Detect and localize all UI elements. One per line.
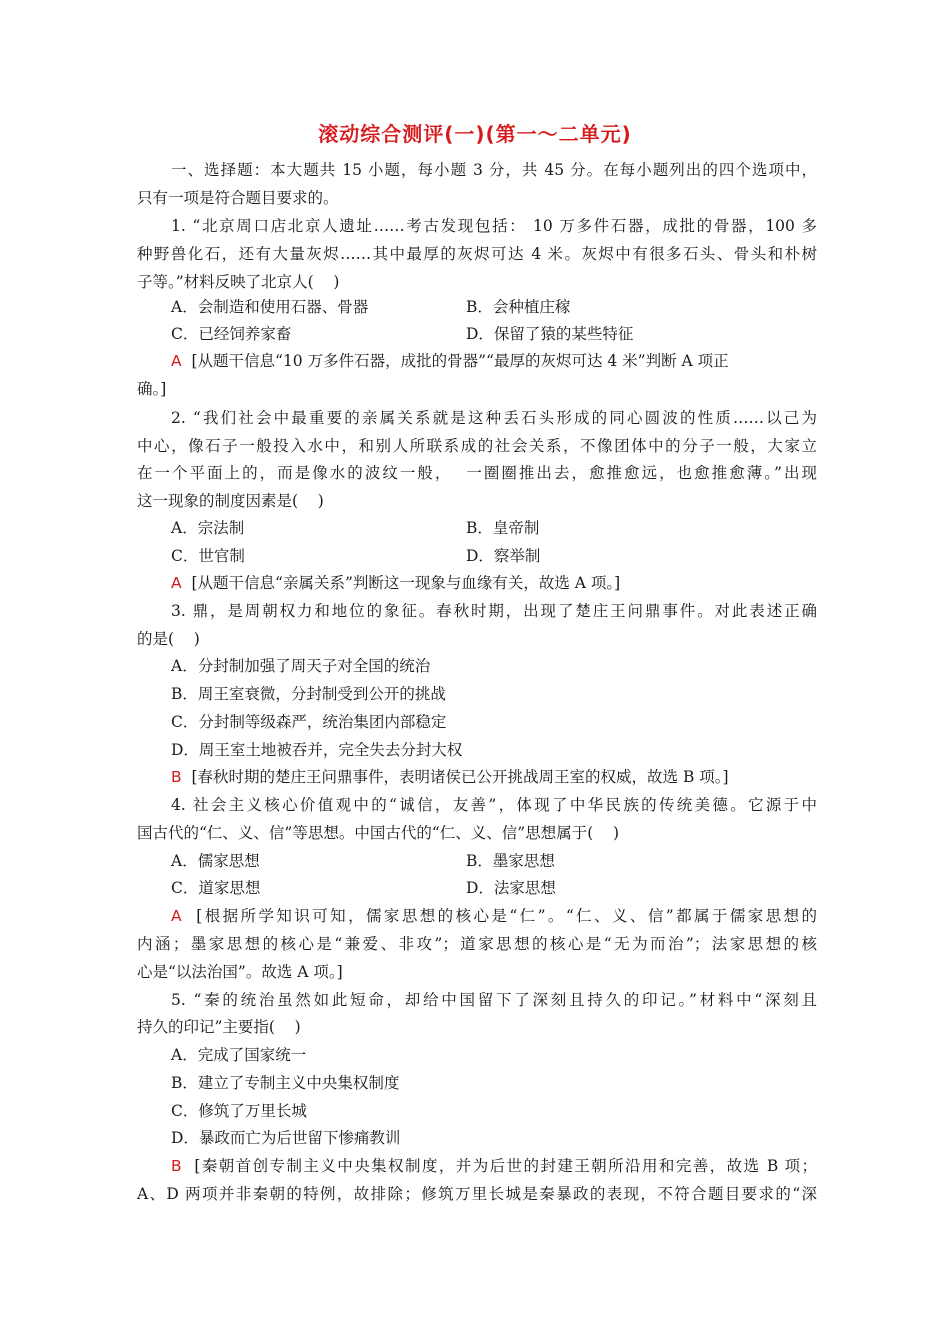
question-1-stem: 子等。”材料反映了北京人( ) bbox=[137, 273, 340, 291]
q1-option-a: A．会制造和使用石器、骨器 bbox=[171, 298, 369, 316]
q4-answer: A bbox=[171, 907, 182, 925]
q5-explanation: B [秦朝首创专制主义中央集权制度，并为后世的封建王朝所沿用和完善，故选 B 项； bbox=[171, 1157, 818, 1175]
question-2-stem: 在一个平面上的，而是像水的波纹一般， 一圈圈推出去，愈推愈远，也愈推愈薄。”出现 bbox=[137, 464, 817, 482]
q3-option-a: A．分封制加强了周天子对全国的统治 bbox=[171, 657, 431, 675]
q2-explanation: A [从题干信息“亲属关系”判断这一现象与血缘有关，故选 A 项。] bbox=[171, 574, 621, 592]
q2-option-c: C．世官制 bbox=[171, 547, 245, 565]
q1-option-d: D．保留了猿的某些特征 bbox=[466, 325, 634, 343]
q2-option-d: D．察举制 bbox=[466, 547, 541, 565]
q4-explanation-line: 内涵；墨家思想的核心是“兼爱、非攻”；道家思想的核心是“无为而治”；法家思想的核 bbox=[137, 935, 817, 953]
question-1-stem: 种野兽化石，还有大量灰烬……其中最厚的灰烬可达 4 米。灰烬中有很多石头、骨头和朴树 bbox=[137, 245, 817, 263]
question-2-stem: 这一现象的制度因素是( ) bbox=[137, 492, 324, 510]
question-5-stem: 5. “秦的统治虽然如此短命，却给中国留下了深刻且持久的印记。”材料中“深刻且 bbox=[171, 991, 817, 1009]
q5-option-a: A．完成了国家统一 bbox=[171, 1046, 307, 1064]
q2-answer: A bbox=[171, 574, 182, 592]
q4-option-c: C．道家思想 bbox=[171, 879, 261, 897]
q4-explanation-line: 心是“以法治国”。故选 A 项。] bbox=[137, 963, 343, 981]
q1-answer: A bbox=[171, 352, 182, 370]
q5-option-c: C．修筑了万里长城 bbox=[171, 1102, 307, 1120]
question-4-stem: 4. 社会主义核心价值观中的“诚信，友善”，体现了中华民族的传统美德。它源于中 bbox=[171, 796, 817, 814]
q3-answer: B bbox=[171, 768, 182, 786]
question-5-stem: 持久的印记”主要指( ) bbox=[137, 1018, 301, 1036]
q4-explanation: A [根据所学知识可知，儒家思想的核心是“仁”。“仁、义、信”都属于儒家思想的 bbox=[171, 907, 817, 925]
question-1-stem: 1. “北京周口店北京人遗址……考古发现包括： 10 万多件石器，成批的骨器，100 多 bbox=[171, 217, 817, 235]
q1-option-c: C．已经饲养家畜 bbox=[171, 325, 292, 343]
q5-option-d: D．暴政而亡为后世留下惨痛教训 bbox=[171, 1129, 401, 1147]
q4-option-d: D．法家思想 bbox=[466, 879, 556, 897]
q2-option-a: A．宗法制 bbox=[171, 519, 245, 537]
q3-explanation: B [春秋时期的楚庄王问鼎事件，表明诸侯已公开挑战周王室的权威，故选 B 项。] bbox=[171, 768, 729, 786]
q1-explanation: A [从题干信息“10 万多件石器，成批的骨器”“最厚的灰烬可达 4 米”判断 A 项正 bbox=[171, 352, 729, 370]
question-4-stem: 国古代的“仁、义、信”等思想。中国古代的“仁、义、信”思想属于( ) bbox=[137, 824, 620, 842]
q3-option-d: D．周王室土地被吞并，完全失去分封大权 bbox=[171, 741, 463, 759]
q4-option-b: B．墨家思想 bbox=[466, 852, 555, 870]
intro-line: 一、选择题：本大题共 15 小题，每小题 3 分，共 45 分。在每小题列出的四个选项中， bbox=[171, 161, 817, 179]
q5-option-b: B．建立了专制主义中央集权制度 bbox=[171, 1074, 400, 1092]
page-title: 滚动综合测评(一)(第一～二单元) bbox=[318, 122, 632, 146]
q3-option-c: C．分封制等级森严，统治集团内部稳定 bbox=[171, 713, 447, 731]
question-2-stem: 中心，像石子一般投入水中，和别人所联系成的社会关系，不像团体中的分子一般，大家立 bbox=[137, 437, 817, 455]
q1-explanation-line: 确。] bbox=[137, 380, 167, 398]
q5-explanation-line: A、D 两项并非秦朝的特例，故排除；修筑万里长城是秦暴政的表现，不符合题目要求的“深 bbox=[137, 1185, 817, 1203]
q3-option-b: B．周王室衰微，分封制受到公开的挑战 bbox=[171, 685, 446, 703]
question-3-stem: 的是( ) bbox=[137, 630, 200, 648]
q2-option-b: B．皇帝制 bbox=[466, 519, 540, 537]
intro-line: 只有一项是符合题目要求的。 bbox=[137, 189, 339, 207]
question-3-stem: 3. 鼎，是周朝权力和地位的象征。春秋时期，出现了楚庄王问鼎事件。对此表述正确 bbox=[171, 602, 817, 620]
question-2-stem: 2. “我们社会中最重要的亲属关系就是这种丢石头形成的同心圆波的性质……以己为 bbox=[171, 409, 817, 427]
q1-option-b: B．会种植庄稼 bbox=[466, 298, 571, 316]
q4-option-a: A．儒家思想 bbox=[171, 852, 260, 870]
q5-answer: B bbox=[171, 1157, 182, 1175]
